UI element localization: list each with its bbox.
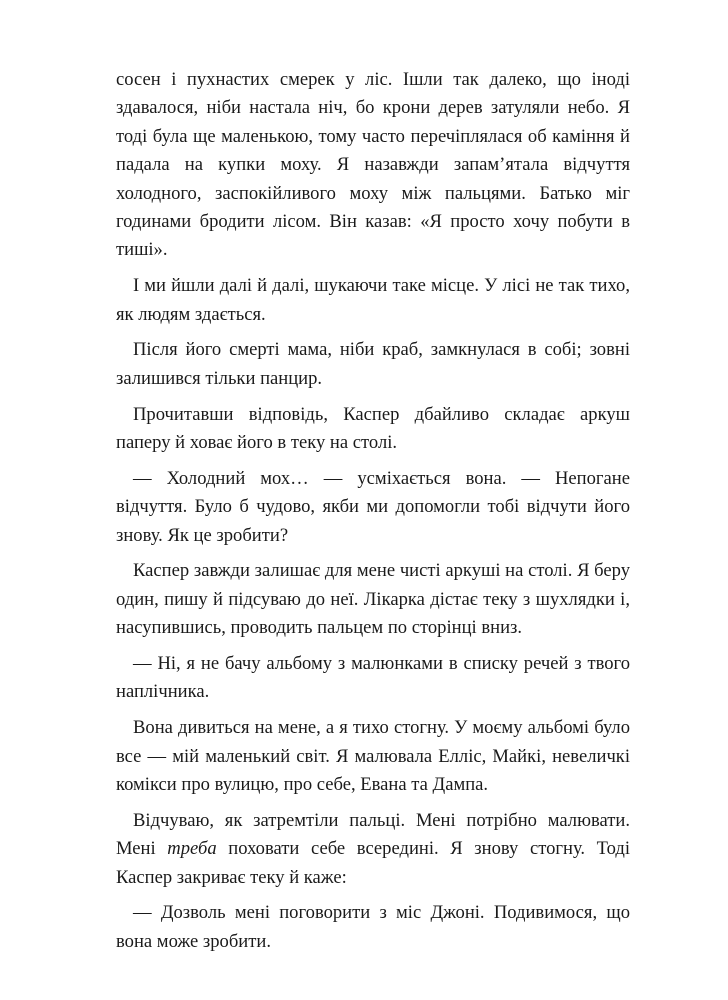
paragraph-6: Каспер завжди залишає для мене чисті аркуші на столі. Я беру один, пишу й підсуваю до неї. Лікарка дістає теку з шухлядки і, насупившись, проводить пальцем по сторінці вниз. [116,560,630,639]
paragraph-4: Прочитавши відповідь, Каспер дбайливо складає аркуш паперу й ховає його в теку на столі. [116,403,630,454]
paragraph-3: Після його смерті мама, ніби краб, замкнулася в собі; зовні залишився тільки панцир. [116,339,630,389]
book-page [116,66,630,964]
paragraph-1: сосен і пухнастих смерек у ліс. Ішли так далеко, що іноді здавалося, ніби настала ніч, бо крони дерев затуляли небо. Я тоді була ще маленькою, тому часто перечіплялася об каміння й падала на купки моху. Я назавжди запам’ятала відчуття холодного, заспокійливого моху між пальцями. Батько міг годинами бродити лісом. Він казав: «Я просто хочу побути в тиші». [116,69,630,261]
paragraph-10: — Дозволь мені поговорити з міс Джоні. Подивимося, що вона може зробити. [116,902,630,952]
paragraph-7: — Ні, я не бачу альбому з малюнками в списку речей з твого наплічника. [116,653,630,703]
emphasis-word: треба [167,838,217,860]
paragraph-8: Вона дивиться на мене, а я тихо стогну. У моєму альбомі було все — мій маленький світ. Я малювала Елліс, Майкі, невеличкі комікси про вулицю, про себе, Евана та Дампа. [116,717,630,796]
paragraph-2: І ми йшли далі й далі, шукаючи таке місце. У лісі не так тихо, як людям здається. [116,275,630,325]
paragraph-5: — Холодний мох… — усміхається вона. — Непогане відчуття. Було б чудово, якби ми допомогли тобі відчути його знову. Як це зробити? [116,467,630,546]
paragraph-9-after: поховати себе всередині. Я знову стогну. Тоді Каспер закриває теку й каже: [116,838,630,888]
paragraph-9-before: Відчуваю, як затремтіли пальці. Мені потрібно малювати. Мені [116,809,630,860]
paragraph-9 [116,807,630,892]
